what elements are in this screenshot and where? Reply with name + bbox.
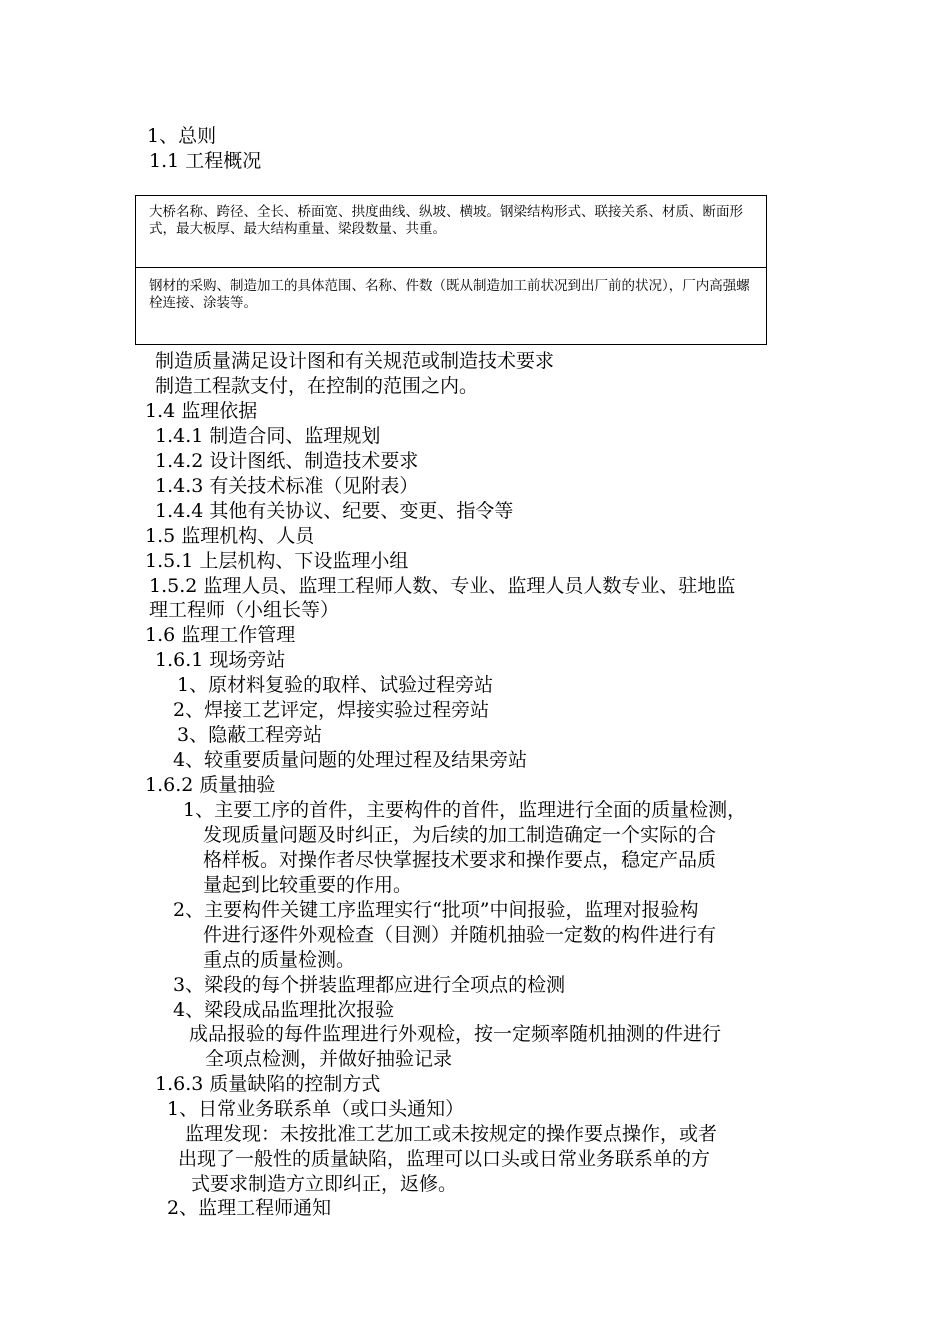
list-item-continued: 格样板。对操作者尽快掌握技术要求和操作要点，稳定产品质 xyxy=(203,849,717,871)
section-heading: 1.6 监理工作管理 xyxy=(145,624,296,646)
heading-project-overview: 1.1 工程概况 xyxy=(149,150,262,172)
list-item: 4、梁段成品监理批次报验 xyxy=(173,999,395,1021)
text-line: 1.4.3 有关技术标准（见附表） xyxy=(155,475,419,497)
table-row-bridge-info: 大桥名称、跨径、全长、桥面宽、拱度曲线、纵坡、横坡。钢梁结构形式、联接关系、材质、断面形式，最大板厚、最大结构重量、梁段数量、共重。 xyxy=(149,204,743,237)
heading-general: 1、总则 xyxy=(147,125,217,147)
text-line: 1.4.2 设计图纸、制造技术要求 xyxy=(155,450,419,472)
list-item-continued: 件进行逐件外观检查（目测）并随机抽验一定数的构件进行有 xyxy=(203,924,717,946)
list-item: 2、焊接工艺评定，焊接实验过程旁站 xyxy=(173,699,490,721)
text-line: 1.4.1 制造合同、监理规划 xyxy=(155,425,381,447)
list-item-continued: 发现质量问题及时纠正，为后续的加工制造确定一个实际的合 xyxy=(203,824,717,846)
list-item: 2、主要构件关键工序监理实行“批项”中间报验，监理对报验构 xyxy=(173,899,699,921)
table-row-steel-scope: 钢材的采购、制造加工的具体范围、名称、件数（既从制造加工前状况到出厂前的状况），厂内高强螺栓连接、涂装等。 xyxy=(149,278,750,311)
section-heading: 1.6.3 质量缺陷的控制方式 xyxy=(155,1073,381,1095)
text-line: 制造质量满足设计图和有关规范或制造技术要求 xyxy=(155,350,555,372)
text-line: 出现了一般性的质量缺陷，监理可以口头或日常业务联系单的方 xyxy=(178,1148,711,1170)
text-line: 制造工程款支付，在控制的范围之内。 xyxy=(155,375,479,397)
section-heading: 1.6.2 质量抽验 xyxy=(145,774,276,796)
section-heading: 1.5 监理机构、人员 xyxy=(145,525,315,547)
overview-table xyxy=(135,195,767,345)
list-item: 1、主要工序的首件，主要构件的首件，监理进行全面的质量检测， xyxy=(183,799,747,821)
text-line: 监理发现：未按批准工艺加工或未按规定的操作要点操作，或者 xyxy=(185,1123,718,1145)
list-item-continued: 量起到比较重要的作用。 xyxy=(203,874,413,896)
list-item-continued: 重点的质量检测。 xyxy=(203,949,356,971)
text-line: 1.4.4 其他有关协议、纪要、变更、指令等 xyxy=(155,500,514,522)
text-line: 成品报验的每件监理进行外观检，按一定频率随机抽测的件进行 xyxy=(189,1023,722,1045)
table-divider xyxy=(136,267,766,268)
list-item: 4、较重要质量问题的处理过程及结果旁站 xyxy=(173,749,528,771)
list-item: 1、日常业务联系单（或口头通知） xyxy=(167,1098,465,1120)
text-line: 式要求制造方立即纠正，返修。 xyxy=(191,1173,458,1195)
list-item: 2、监理工程师通知 xyxy=(167,1197,332,1219)
text-line: 1.6.1 现场旁站 xyxy=(155,649,286,671)
text-line: 理工程师（小组长等） xyxy=(149,599,340,621)
text-line: 1.5.1 上层机构、下设监理小组 xyxy=(145,550,409,572)
text-line: 1.5.2 监理人员、监理工程师人数、专业、监理人员人数专业、驻地监 xyxy=(149,575,736,597)
list-item: 3、梁段的每个拼装监理都应进行全项点的检测 xyxy=(173,974,566,996)
text-line: 全项点检测，并做好抽验记录 xyxy=(205,1048,453,1070)
list-item: 1、原材料复验的取样、试验过程旁站 xyxy=(177,674,494,696)
list-item: 3、隐蔽工程旁站 xyxy=(177,724,323,746)
section-heading: 1.4 监理依据 xyxy=(145,400,258,422)
